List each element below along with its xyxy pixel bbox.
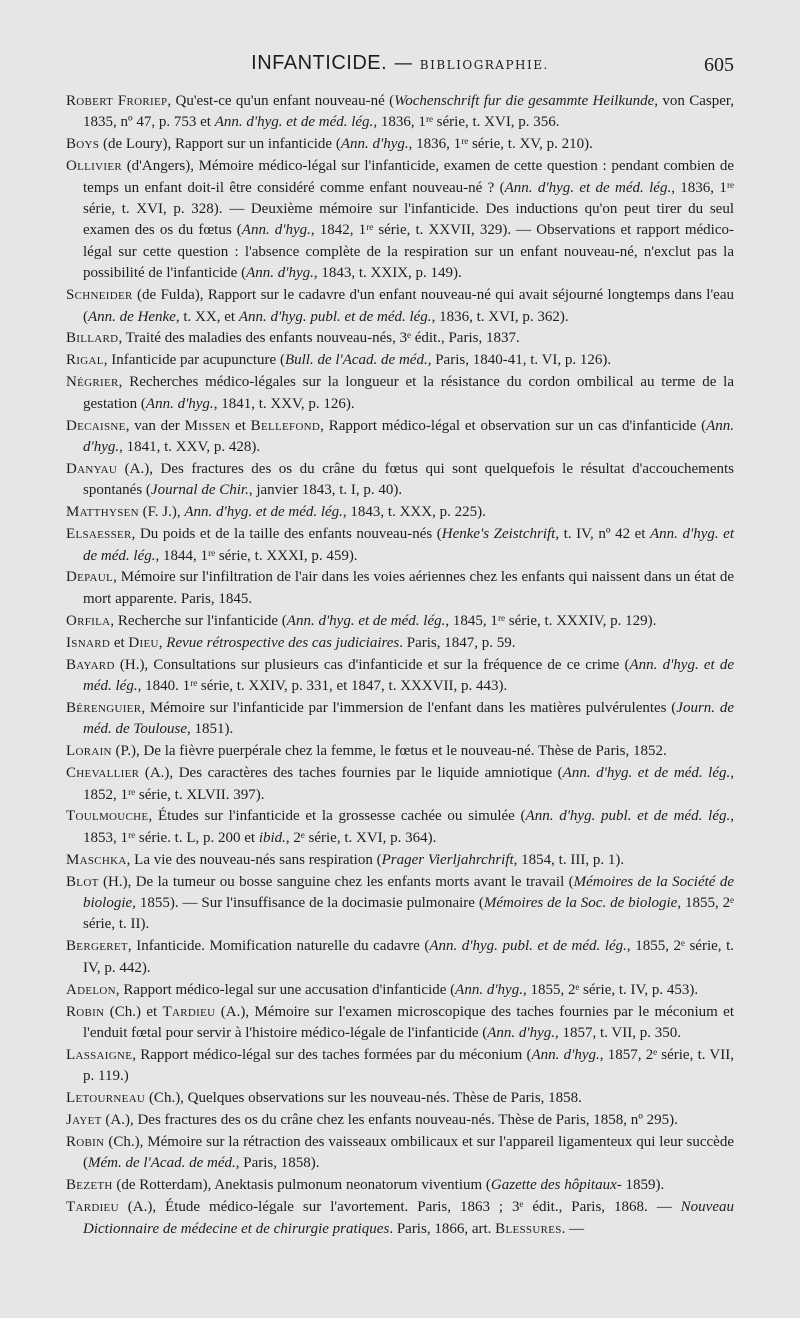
running-title (66, 52, 734, 75)
entry-text: (H.), De la tumeur ou bosse sanguine chez les enfants morts avant le travail ( (98, 873, 574, 890)
title-italic: Ann. d'hyg. et de méd. lég. (83, 656, 734, 694)
author-name: Boys (66, 136, 100, 153)
entry-text: (A.), Des fractures des os du crâne chez les enfants nouveau-nés. Thèse de Paris, 1858, nº 295). (101, 1112, 678, 1129)
author-name: Schneider (66, 287, 133, 304)
running-title-dash: — (387, 52, 420, 74)
title-italic: Ann. de Henke (88, 308, 176, 325)
entry-text: , 1855). — Sur l'insuffisance de la docimasie pulmonaire ( (132, 895, 484, 912)
title-italic: Mémoires de la Soc. de biologie (483, 895, 678, 912)
entry-text: , 1841, t. XXV, p. 126). (213, 395, 355, 412)
entry-text: , Infanticide par acupuncture ( (103, 352, 285, 369)
entry-text: , 1844, 1ʳᵉ série, t. XXXI, p. 459). (155, 547, 358, 564)
title-italic: Prager Vierljahrchrift (381, 851, 514, 868)
entry-text: . Paris, 1847, p. 59. (399, 634, 516, 651)
bibliography-entry (66, 698, 734, 741)
entry-text: , 1843, t. XXX, p. 225). (342, 504, 486, 521)
entry-text: , (158, 634, 167, 651)
entry-text: , Traité des maladies des enfants nouveau-nés, 3ᵉ édit., Paris, 1837. (118, 330, 520, 347)
title-italic: ibid. (258, 829, 286, 846)
entry-text: (de Fulda), Rapport sur le cadavre d'un enfant nouveau-né qui avait séjourné longtemps dans l'eau ( (83, 287, 734, 325)
entry-text: , La vie des nouveau-nés sans respiration ( (126, 851, 382, 868)
title-italic: Ann. d'hyg. et de méd. lég. (286, 612, 446, 629)
bibliography-entry (66, 936, 734, 979)
title-italic: Ann. d'hyg. (455, 981, 523, 998)
author-name: Depaul (66, 569, 114, 586)
bibliography-entry (66, 416, 734, 459)
author-name: Blessures (495, 1220, 562, 1237)
author-name: Bayard (66, 656, 115, 673)
author-name: Maschka (66, 851, 127, 868)
title-italic: Nouveau Dictionnaire de médecine et de chirurgie pratiques (83, 1199, 734, 1237)
entry-text: , 1855, 2ᵉ série, t. II). (83, 895, 734, 933)
bibliography-entry (66, 285, 734, 328)
entry-text: , Infanticide. Momification naturelle du cadavre ( (127, 938, 430, 955)
running-title-sub: BIBLIOGRAPHIE. (419, 58, 549, 72)
bibliography-entry (66, 1197, 734, 1240)
title-italic: Ann. d'hyg. (246, 265, 314, 282)
author-name: Rigal (66, 352, 104, 369)
running-header (66, 52, 734, 88)
bibliography-entry (66, 524, 734, 567)
bibliography-entry (66, 1110, 734, 1131)
entry-text: (A.), Des fractures des os du crâne du fœtus qui sont quelquefois le résultat d'accouchements spontanés ( (83, 460, 734, 499)
author-name: Decaisne (66, 417, 126, 434)
author-name: Toulmouche (66, 808, 149, 825)
entry-text: (A.), Étude médico-légale sur l'avortement. Paris, 1863 ; 3ᵉ édit., Paris, 1868. — (118, 1199, 681, 1216)
title-italic: Ann. d'hyg. (145, 395, 214, 412)
entry-text: , Mémoire sur l'infanticide par l'immersion de l'enfant dans les matières pulvérulentes ( (141, 699, 677, 716)
entry-text: , 1857, t. VII, p. 350. (555, 1024, 681, 1041)
entry-text: , 1836, 1ʳᵉ série, t. XVI, p. 356. (373, 114, 560, 131)
author-name: Bellefond (250, 417, 321, 434)
author-name: Orfila (66, 612, 111, 629)
entry-text: (A.), Des caractères des taches fournies par le liquide amniotique ( (139, 765, 563, 782)
bibliography-entry (66, 567, 734, 610)
title-italic: Revue rétrospective des cas judiciaires (166, 634, 400, 651)
bibliography-entry (66, 328, 734, 349)
entry-text: , Études sur l'infanticide et la grossesse cachée ou simulée ( (148, 808, 526, 825)
entry-text: (A.), Mémoire sur l'examen microscopique des taches fournies par le méconium et l'enduit fœtal pour servir à l'histoire médico-légale de l'infanticide ( (83, 1003, 734, 1041)
author-name: Lorain (66, 743, 112, 760)
entry-text: , 1836, t. XVI, p. 362). (431, 308, 569, 325)
entry-text: , 1855, 2ᵉ série, t. IV, p. 442). (83, 938, 734, 976)
author-name: Matthysen (66, 504, 139, 521)
bibliography-entry (66, 611, 734, 632)
entry-text: - 1859). (616, 1177, 665, 1194)
title-italic: Gazette des hôpitaux (490, 1177, 617, 1194)
entry-text: , Qu'est-ce qu'un enfant nouveau-né ( (167, 93, 395, 109)
title-italic: Ann. d'hyg. et de méd. lég. (83, 526, 734, 564)
entry-text: , Du poids et de la taille des enfants nouveau-nés ( (131, 526, 442, 543)
entry-text: , Recherche sur l'infanticide ( (110, 612, 287, 629)
entry-text: , janvier 1843, t. I, p. 40). (248, 482, 403, 499)
author-name: Jayet (66, 1112, 102, 1129)
author-name: Elsaesser (66, 526, 132, 543)
entry-text: (d'Angers), Mémoire médico-légal sur l'infanticide, examen de cette question : pendant combien de temps un enfant doit-il être considéré comme enfant nouveau-né ? ( (83, 158, 734, 196)
author-name: Blot (66, 873, 99, 890)
author-name: Robert Froriep (66, 93, 168, 109)
entry-text: , von Casper, 1835, nº 47, p. 753 et (83, 93, 734, 131)
bibliography-entry (66, 156, 734, 284)
entry-text: (de Rotterdam), Anektasis pulmonum neonatorum viventium ( (112, 1177, 491, 1194)
author-name: Missen (184, 417, 231, 434)
entry-text: , 2ᵉ série, t. XVI, p. 364). (285, 829, 437, 846)
author-name: Bergeret (66, 938, 128, 955)
title-italic: Mém. de l'Acad. de méd. (88, 1155, 236, 1172)
entry-text: (Ch.) et (104, 1003, 163, 1020)
entry-text: et (230, 417, 251, 434)
title-italic: Ann. d'hyg. et de méd. lég. (504, 179, 672, 196)
bibliography-entry (66, 134, 734, 155)
entry-text: , 1857, 2ᵉ série, t. VII, p. 119.) (83, 1046, 735, 1085)
entry-text: , 1851). (187, 721, 234, 738)
entry-text: (P.), De la fièvre puerpérale chez la femme, le fœtus et le nouveau-né. Thèse de Paris, 1852. (111, 743, 667, 760)
entry-text: , Paris, 1858). (235, 1155, 320, 1172)
bibliography-entry (66, 763, 734, 806)
entry-text: , 1840. 1ʳᵉ série, t. XXIV, p. 331, et 1847, t. XXXVII, p. 443). (137, 677, 508, 694)
title-italic: Ann. d'hyg. (340, 136, 409, 153)
author-name: Tardieu (162, 1003, 216, 1020)
entry-text: (Ch.), Mémoire sur la rétraction des vaisseaux ombilicaux et sur l'appareil ligamenteux qui leur succède ( (83, 1134, 734, 1172)
author-name: Dieu (128, 634, 159, 651)
title-italic: Ann. d'hyg. et de méd. lég. (562, 765, 731, 782)
entry-text: , Rapport médico-legal sur une accusation d'infanticide ( (115, 981, 456, 998)
author-name: Chevallier (66, 765, 140, 782)
entry-text: , Recherches médico-légales sur la longueur et la résistance du cordon ombilical au terme de la gestation ( (83, 374, 734, 412)
bibliography-entry (66, 502, 734, 523)
title-italic: Journ. de méd. de Toulouse (83, 699, 734, 738)
author-name: Bérenguier (66, 699, 142, 716)
author-name: Letourneau (66, 1090, 146, 1107)
bibliography-entry (66, 633, 734, 654)
title-italic: Ann. d'hyg. (83, 417, 735, 455)
title-italic: Wochenschrift fur die gesammte Heilkunde (394, 93, 655, 109)
bibliography-entry (66, 806, 734, 849)
title-italic: Mémoires de la Société de biologie (83, 873, 734, 912)
bibliography-entry (66, 1088, 734, 1109)
bibliography-entry (66, 350, 734, 371)
running-title-main: INFANTICIDE. (251, 52, 388, 74)
title-italic: Journal de Chir. (150, 482, 249, 499)
title-italic: Ann. d'hyg. publ. et de méd. lég. (238, 308, 432, 325)
author-name: Danyau (66, 460, 118, 477)
title-italic: Ann. d'hyg. et de méd. lég. (214, 114, 374, 131)
entry-text: , 1841, t. XXV, p. 428). (119, 439, 261, 455)
bibliography-list (66, 91, 734, 1241)
author-name: Ollivier (66, 158, 122, 175)
entry-text: . — (561, 1220, 585, 1237)
entry-text: , Rapport médico-légal et observation sur un cas d'infanticide ( (320, 417, 707, 434)
author-name: Billard (66, 330, 119, 347)
author-name: Robin (66, 1134, 105, 1150)
bibliography-entry (66, 741, 734, 762)
entry-text: , 1836, 1ʳᵉ série, t. XV, p. 210). (408, 136, 593, 153)
entry-text: , 1855, 2ᵉ série, t. IV, p. 453). (522, 981, 699, 998)
bibliography-entry (66, 372, 734, 415)
title-italic: Ann. d'hyg. et de méd. lég. (184, 504, 343, 521)
entry-text: , 1852, 1ʳᵉ série, t. XLVII. 397). (83, 765, 734, 803)
bibliography-entry (66, 1002, 734, 1045)
bibliography-entry (66, 872, 734, 936)
title-italic: Bull. de l'Acad. de méd. (284, 352, 428, 369)
entry-text: et (110, 634, 129, 651)
entry-text: , 1842, 1ʳᵉ série, t. XXVII, 329). — Observations et rapport médico-légal sur cette question : l'absence complète de la respiration sur un enfant nouveau-né, n'exclut pas la possibilité de l'infanticide ( (83, 222, 734, 282)
bibliography-entry (66, 1132, 734, 1175)
entry-text: (H.), Consultations sur plusieurs cas d'infanticide et sur la fréquence de ce crime ( (114, 656, 630, 673)
title-italic: Ann. d'hyg. (241, 222, 311, 239)
entry-text: (Ch.), Quelques observations sur les nouveau-nés. Thèse de Paris, 1858. (145, 1090, 582, 1107)
bibliography-entry (66, 980, 734, 1001)
title-italic: Ann. d'hyg. publ. et de méd. lég. (429, 938, 627, 955)
entry-text: , van der (125, 417, 185, 434)
entry-text: , Rapport médico-légal sur des taches formées par du méconium ( (132, 1046, 532, 1063)
entry-text: , Mémoire sur l'infiltration de l'air dans les voies aériennes chez les enfants qui naissent dans un état de mort apparente. Paris, 1845. (83, 569, 734, 607)
bibliography-entry (66, 655, 734, 698)
bibliography-entry (66, 91, 734, 134)
entry-text: , 1854, t. III, p. 1). (513, 851, 625, 868)
author-name: Robin (66, 1003, 105, 1020)
title-italic: Henke's Zeistchrift (441, 526, 556, 543)
author-name: Isnard (66, 634, 111, 651)
entry-text: , 1836, 1ʳᵉ série, t. XVI, p. 328). — Deuxième mémoire sur l'infanticide. Des inductions qu'on peut tirer du seul examen des os du fœtus ( (83, 179, 734, 239)
title-italic: Ann. d'hyg. (487, 1024, 555, 1041)
title-italic: Ann. d'hyg. publ. et de méd. lég. (525, 808, 731, 825)
bibliography-entry (66, 459, 734, 502)
entry-text: , t. XX, et (175, 308, 239, 325)
page-number: 605 (704, 54, 734, 76)
author-name: Adelon (66, 981, 116, 998)
entry-text: (de Loury), Rapport sur un infanticide ( (99, 136, 341, 153)
author-name: Bezeth (66, 1177, 113, 1194)
entry-text: , t. IV, nº 42 et (555, 526, 651, 543)
title-italic: Ann. d'hyg. (531, 1046, 600, 1063)
entry-text: . Paris, 1866, art. (389, 1220, 496, 1237)
bibliography-entry (66, 850, 734, 871)
entry-text: , 1845, 1ʳᵉ série, t. XXXIV, p. 129). (445, 612, 657, 629)
author-name: Tardieu (66, 1199, 119, 1216)
author-name: Négrier (66, 374, 119, 391)
bibliography-entry (66, 1045, 734, 1088)
bibliography-entry (66, 1175, 734, 1196)
entry-text: , 1853, 1ʳᵉ série. t. L, p. 200 et (83, 808, 734, 846)
author-name: Lassaigne (66, 1046, 133, 1063)
entry-text: , 1843, t. XXIX, p. 149). (313, 265, 462, 282)
entry-text: (F. J.), (138, 504, 185, 521)
entry-text: , Paris, 1840-41, t. VI, p. 126). (427, 352, 612, 369)
